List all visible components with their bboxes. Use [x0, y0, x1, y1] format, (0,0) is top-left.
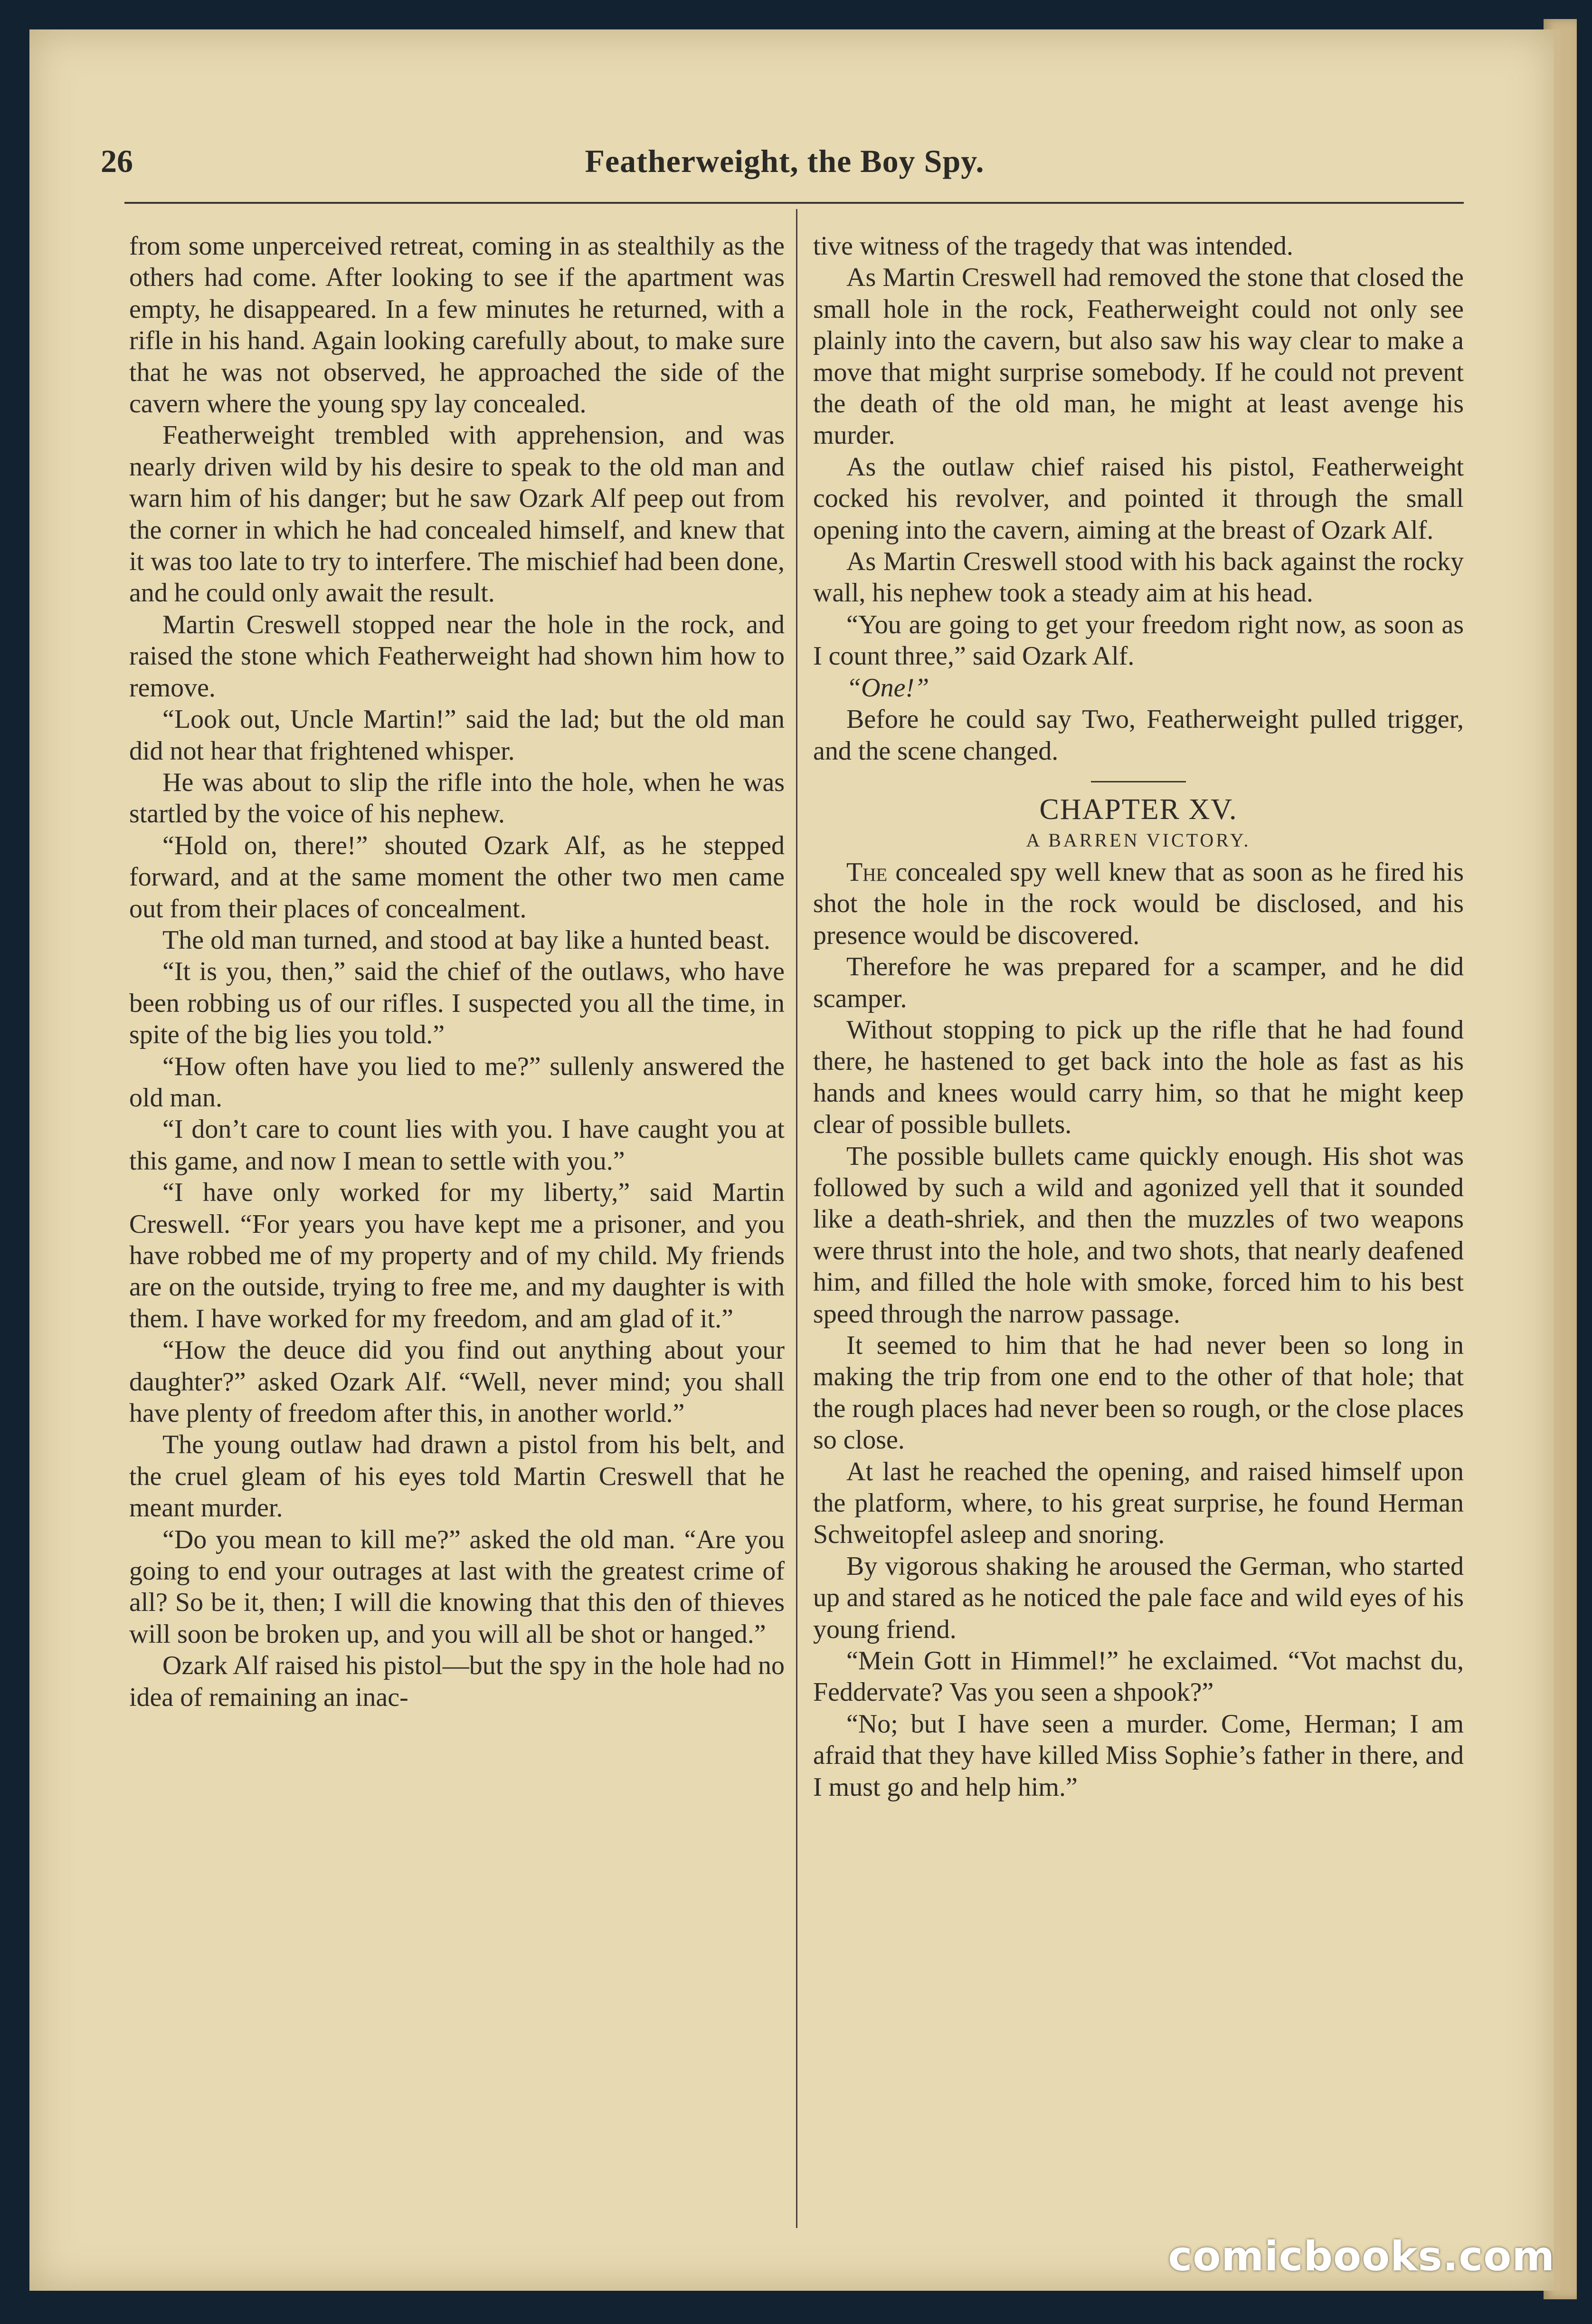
paragraph: Therefore he was prepared for a scamper, and he did scamper. [813, 952, 1464, 1013]
paragraph: By vigorous shaking he aroused the German, who started up and stared as he noticed the pale face and wild eyes of his young friend. [813, 1551, 1464, 1644]
lead-word: The [846, 857, 888, 887]
column-divider [796, 209, 797, 2228]
chapter-title: CHAPTER XV. [1039, 793, 1238, 826]
paragraph: The old man turned, and stood at bay like a hunted beast. [162, 925, 770, 955]
paragraph [813, 857, 1464, 951]
lead-rest: concealed spy well knew that as soon as he fired his shot the hole in the rock would be disclosed, and his presence would be discovered. [813, 857, 1464, 950]
paragraph: “You are going to get your freedom right now, as soon as I count three,” said Ozark Alf. [813, 610, 1464, 671]
running-title: Featherweight, the Boy Spy. [585, 143, 985, 179]
left-column [129, 230, 785, 1713]
paragraph: “It is you, then,” said the chief of the outlaws, who have been robbing us of our rifles. I suspected you all the time, in spite of the big lies you told.” [129, 957, 785, 1050]
chapter-subtitle: A BARREN VICTORY. [1026, 829, 1251, 851]
paragraph: Before he could say Two, Featherweight pulled trigger, and the scene changed. [813, 705, 1464, 766]
paragraph: “No; but I have seen a murder. Come, Herman; I am afraid that they have killed Miss Sophie’s father in there, and I must go and help him.” [813, 1709, 1464, 1802]
paragraph: Featherweight trembled with apprehension, and was nearly driven wild by his desire to speak to the old man and warn him of his danger; but he saw Ozark Alf peep out from the corner in which he had concealed himself, and knew that it was too late to try to interfere. The mischief had been done, and he could only await the result. [129, 420, 785, 608]
paragraph: The young outlaw had drawn a pistol from his belt, and the cruel gleam of his eyes told Martin Creswell that he meant murder. [129, 1430, 785, 1523]
paragraph: He was about to slip the rifle into the hole, when he was startled by the voice of his nephew. [129, 767, 785, 829]
paragraph: As the outlaw chief raised his pistol, Featherweight cocked his revolver, and pointed it through the small opening into the cavern, aiming at the breast of Ozark Alf. [813, 452, 1464, 545]
paragraph: It seemed to him that he had never been so long in making the trip from one end to the other of that hole; that the rough places had never been so rough, or the close places so close. [813, 1331, 1464, 1455]
paragraph: At last he reached the opening, and raised himself upon the platform, where, to his great surprise, he found Herman Schweitopfel asleep and snoring. [813, 1457, 1464, 1550]
header-rule [124, 202, 1464, 204]
paragraph: “Look out, Uncle Martin!” said the lad; but the old man did not hear that frightened whisper. [129, 705, 785, 766]
paragraph: “I don’t care to count lies with you. I have caught you at this game, and now I mean to settle with you.” [129, 1114, 785, 1176]
paragraph: Ozark Alf raised his pistol—but the spy in the hole had no idea of remaining an inac- [129, 1651, 785, 1712]
page-header [101, 143, 1469, 200]
paragraph: “Mein Gott in Himmel!” he exclaimed. “Vot machst du, Feddervate? Vas you seen a shpook?” [813, 1646, 1464, 1707]
paragraph: “Hold on, there!” shouted Ozark Alf, as he stepped forward, and at the same moment the other two men came out from their places of concealment. [129, 830, 785, 924]
watermark: comicbooks.com [1168, 2233, 1555, 2280]
paragraph: tive witness of the tragedy that was intended. [813, 231, 1293, 261]
paragraph: As Martin Creswell had removed the stone that closed the small hole in the rock, Featherweight could not only see plainly into the cavern, but also saw his way clear to make a move that might surprise somebody. If he could not prevent the death of the old man, he might at least avenge his murder. [813, 263, 1464, 450]
paragraph [813, 672, 1464, 704]
paragraph: Without stopping to pick up the rifle that he had found there, he hastened to get back into the hole as fast as his hands and knees would carry him, so that he might keep clear of possible bullets. [813, 1015, 1464, 1140]
paragraph: “How often have you lied to me?” sullenly answered the old man. [129, 1051, 785, 1113]
italic-count: “One!” [846, 673, 929, 703]
paragraph: As Martin Creswell stood with his back against the rocky wall, his nephew took a steady aim at his head. [813, 547, 1464, 608]
paragraph: Martin Creswell stopped near the hole in the rock, and raised the stone which Featherweight had shown him how to remove. [129, 610, 785, 703]
paragraph: from some unperceived retreat, coming in as stealthily as the others had come. After looking to see if the apartment was empty, he disappeared. In a few minutes he returned, with a rifle in his hand. Again looking carefully about, to make sure that he was not observed, he approached the side of the cavern where the young spy lay concealed. [129, 231, 785, 419]
page-number: 26 [101, 143, 133, 179]
paragraph: “Do you mean to kill me?” asked the old man. “Are you going to end your outrages at last with the greatest crime of all? So be it, then; I will die knowing that this den of thieves will soon be broken up, and you will all be shot or hanged.” [129, 1524, 785, 1649]
chapter-rule [1091, 781, 1186, 782]
paragraph: The possible bullets came quickly enough. His shot was followed by such a wild and agonized yell that it sounded like a death-shriek, and then the muzzles of two weapons were thrust into the hole, and two shots, that nearly deafened him, and filled the hole with smoke, forced him to his best speed through the narrow passage. [813, 1141, 1464, 1329]
paragraph: “How the deuce did you find out anything about your daughter?” asked Ozark Alf. “Well, never mind; you shall have plenty of freedom after this, in another world.” [129, 1335, 785, 1429]
right-column [813, 230, 1464, 1803]
paragraph: “I have only worked for my liberty,” said Martin Creswell. “For years you have kept me a prisoner, and you have robbed me of my property and of my child. My friends are on the outside, trying to free me, and my daughter is with them. I have worked for my freedom, and am glad of it.” [129, 1178, 785, 1333]
